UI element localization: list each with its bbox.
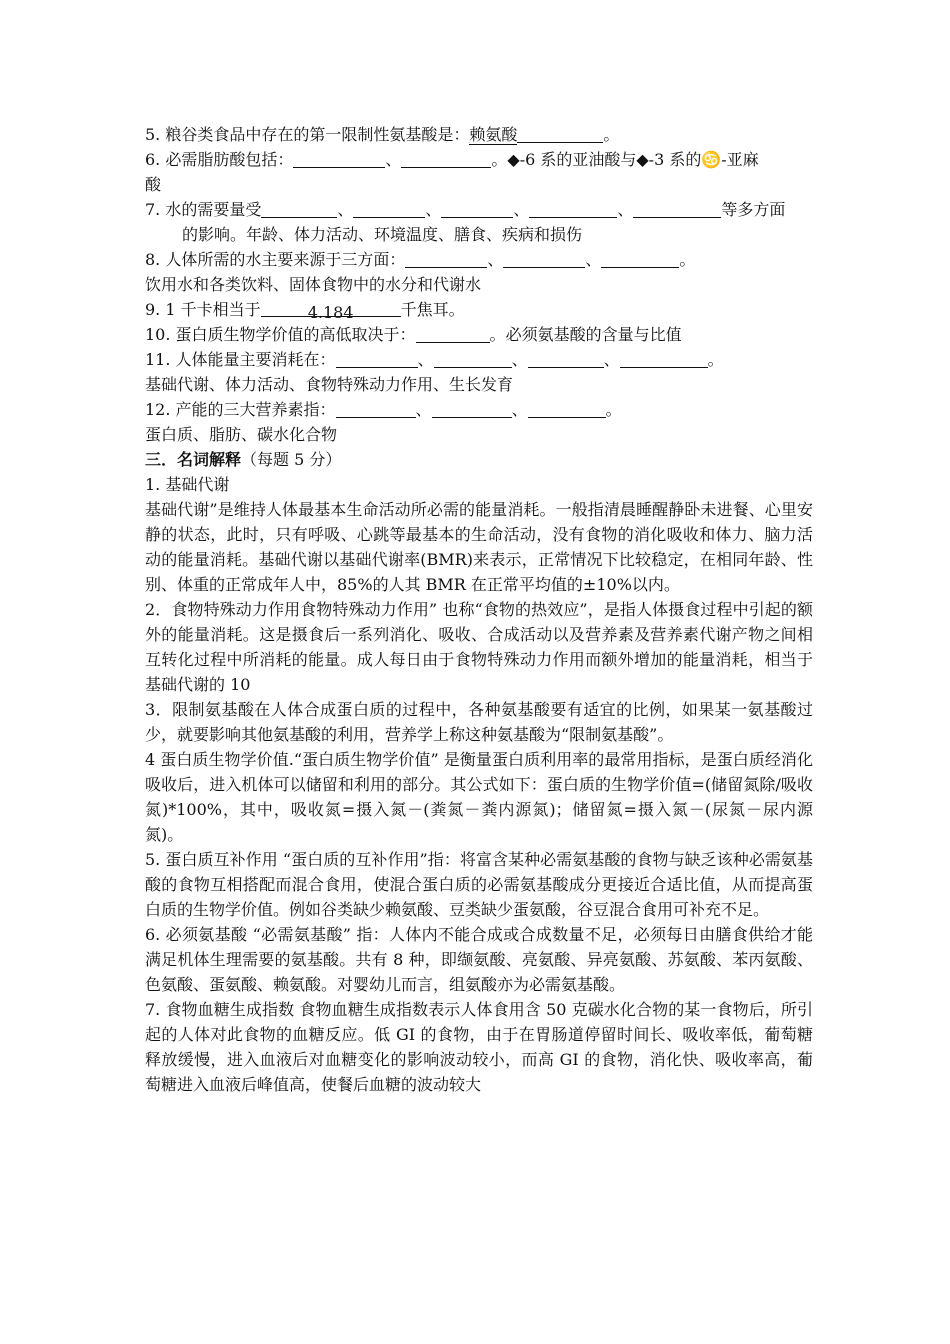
fill-item-q6-cont (145, 172, 813, 197)
question-label: 12. 产能的三大营养素指： (145, 400, 336, 419)
fill-item-q12 (145, 397, 813, 422)
answer-blank (601, 251, 679, 268)
answer-blank (620, 351, 708, 368)
answer-blank (529, 201, 617, 218)
answer-blank (441, 201, 513, 218)
answer-blank (528, 401, 606, 418)
separator: 、 (415, 400, 432, 419)
answer-blank (517, 126, 603, 143)
question-label: 6. 必需脂肪酸包括： (145, 150, 294, 169)
answer-text: 4.184 (307, 303, 354, 322)
question-tail: 。 (489, 325, 506, 344)
answer-text: 必须氨基酸的含量与比值 (505, 325, 682, 344)
answer-text-cont: 酸 (145, 175, 162, 194)
separator: 、 (385, 150, 402, 169)
question-tail: 千焦耳。 (400, 300, 465, 319)
question-label: 10. 蛋白质生物学价值的高低取决于： (145, 325, 416, 344)
question-label: 8. 人体所需的水主要来源于三方面： (145, 250, 406, 269)
document-page (145, 122, 813, 1097)
separator: 、 (617, 200, 634, 219)
separator: 、 (585, 250, 602, 269)
section-title: 三．名词解释 (145, 450, 242, 469)
term-1-title: 1. 基础代谢 (145, 475, 230, 494)
answer-text: 年龄、体力活动、环境温度、膳食、疾病和损伤 (246, 225, 583, 244)
term-1-body: 基础代谢”是维持人体最基本生命活动所必需的能量消耗。一般指清晨睡醒静卧未进餐、心里安静的状态，此时，只有呼吸、心跳等最基本的生命活动，没有食物的消化吸收和体力、脑力活动的能量消耗。基础代谢以基础代谢率(BMR)来表示，正常情况下比较稳定，在相同年龄、性别、体重的正常成年人中，85%的人其 BMR 在正常平均值的±10%以内。 (145, 500, 813, 594)
fill-item-q7-cont (145, 222, 813, 247)
separator: 、 (417, 350, 434, 369)
term-3-body: 3．限制氨基酸在人体合成蛋白质的过程中，各种氨基酸要有适宜的比例，如果某一氨基酸过少，就要影响其他氨基酸的利用，营养学上称这种氨基酸为“限制氨基酸”。 (145, 700, 813, 744)
answer-blank (293, 151, 385, 168)
separator: 、 (487, 250, 504, 269)
question-label: 5. 粮谷类食品中存在的第一限制性氨基酸是： (145, 125, 470, 144)
answer-text: 饮用水和各类饮料、固体食物中的水分和代谢水 (145, 275, 482, 294)
term-7-body: 7. 食物血糖生成指数 食物血糖生成指数表示人体食用含 50 克碳水化合物的某一食物后，所引起的人体对此食物的血糖反应。低 GI 的食物，由于在胃肠道停留时间长、吸收率低，葡萄糖释放缓慢，进入血液后对血糖变化的影响波动较小，而高 GI 的食物，消化快、吸收率高，葡萄糖进入血液后峰值高，使餐后血糖的波动较大 (145, 1000, 813, 1094)
question-tail: 。 (603, 125, 620, 144)
separator: 、 (337, 200, 354, 219)
answer-blank (434, 351, 512, 368)
answer-blank (261, 300, 401, 322)
question-tail: 。 (491, 150, 508, 169)
answer-line-q12 (145, 422, 813, 447)
separator: 、 (603, 350, 620, 369)
answer-line-q8 (145, 272, 813, 297)
term-6-body: 6. 必须氨基酸 “必需氨基酸” 指：人体内不能合成或合成数量不足，必须每日由膳食供给才能满足机体生理需要的氨基酸。共有 8 种，即缬氨酸、亮氨酸、异亮氨酸、苏氨酸、苯丙氨酸、色氨酸、蛋氨酸、赖氨酸。对婴幼儿而言，组氨酸亦为必需氨基酸。 (145, 925, 813, 994)
section-note: （每题 5 分） (241, 450, 342, 469)
question-tail: 。 (707, 350, 724, 369)
separator: 、 (425, 200, 442, 219)
separator: 、 (513, 200, 530, 219)
fill-item-q10 (145, 322, 813, 347)
answer-text: ◆-6 系的亚油酸与◆-3 系的♋-亚麻 (507, 150, 759, 169)
separator: 、 (511, 400, 528, 419)
fill-item-q9 (145, 297, 813, 322)
answer-line-q11 (145, 372, 813, 397)
fill-item-q5 (145, 122, 813, 147)
answer-text: 赖氨酸 (469, 125, 518, 144)
question-label: 11. 人体能量主要消耗在： (145, 350, 336, 369)
question-cont: 的影响。 (182, 225, 247, 244)
answer-blank (416, 326, 490, 343)
answer-blank (261, 201, 337, 218)
answer-blank (503, 251, 585, 268)
answer-blank (336, 401, 416, 418)
section-heading (145, 447, 813, 472)
answer-blank (528, 351, 604, 368)
term-5-body: 5. 蛋白质互补作用 “蛋白质的互补作用”指：将富含某种必需氨基酸的食物与缺乏该种必需氨基酸的食物互相搭配而混合食用，使混合蛋白质的必需氨基酸成分更接近合适比值，从而提高蛋白质的生物学价值。例如谷类缺少赖氨酸、豆类缺少蛋氨酸，谷豆混合食用可补充不足。 (145, 850, 813, 919)
separator: 、 (511, 350, 528, 369)
answer-blank (353, 201, 425, 218)
answer-blank (401, 151, 491, 168)
fill-item-q11 (145, 347, 813, 372)
answer-blank (336, 351, 418, 368)
fill-item-q8 (145, 247, 813, 272)
answer-blank (633, 201, 721, 218)
question-label: 7. 水的需要量受 (145, 200, 262, 219)
fill-item-q6 (145, 147, 813, 172)
fill-item-q7 (145, 197, 813, 222)
question-tail: 。 (605, 400, 622, 419)
answer-blank (405, 251, 487, 268)
question-label: 9. 1 千卡相当于 (145, 300, 261, 319)
answer-blank (432, 401, 512, 418)
term-4-body: 4 蛋白质生物学价值.“蛋白质生物学价值” 是衡量蛋白质利用率的最常用指标，是蛋白质经消化吸收后，进入机体可以储留和利用的部分。其公式如下：蛋白质的生物学价值=(储留氮除/吸收氮)*100%，其中，吸收氮=摄入氮－(粪氮－粪内源氮)；储留氮=摄入氮－(尿氮－尿内源氮)。 (145, 750, 813, 844)
answer-text: 蛋白质、脂肪、碳水化合物 (145, 425, 338, 444)
term-2-body: 2．食物特殊动力作用食物特殊动力作用” 也称“食物的热效应”，是指人体摄食过程中引起的额外的能量消耗。这是摄食后一系列消化、吸收、合成活动以及营养素及营养素代谢产物之间相互转化过程中所消耗的能量。成人每日由于食物特殊动力作用而额外增加的能量消耗，相当于基础代谢的 10 (145, 600, 813, 694)
question-tail: 等多方面 (721, 200, 786, 219)
question-tail: 。 (679, 250, 696, 269)
answer-text: 基础代谢、体力活动、食物特殊动力作用、生长发育 (145, 375, 514, 394)
